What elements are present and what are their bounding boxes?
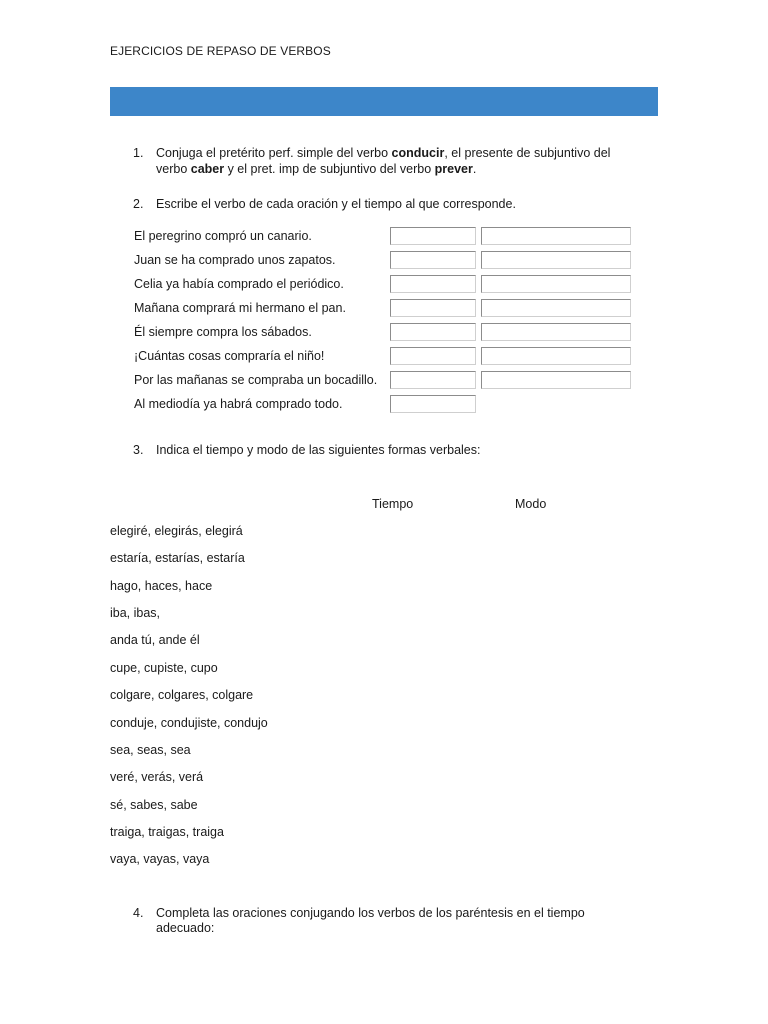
verb-form-item: conduje, condujiste, condujo bbox=[110, 716, 268, 730]
verb-answer-input[interactable] bbox=[390, 371, 476, 389]
question-1 bbox=[133, 145, 643, 177]
document-title: EJERCICIOS DE REPASO DE VERBOS bbox=[110, 44, 331, 58]
verb-form-item: colgare, colgares, colgare bbox=[110, 688, 254, 702]
verb-answer-input[interactable] bbox=[390, 227, 476, 245]
tense-answer-input[interactable] bbox=[481, 323, 631, 341]
verb-form-item: cupe, cupiste, cupo bbox=[110, 661, 218, 675]
question-1-text-part: , el presente de subjuntivo del verbo bbox=[156, 146, 611, 176]
verb-form-item: estaría, estarías, estaría bbox=[110, 551, 245, 565]
tense-answer-input[interactable] bbox=[481, 251, 631, 269]
column-header-tiempo: Tiempo bbox=[372, 497, 414, 511]
sentence-row: Celia ya había comprado el periódico. bbox=[134, 277, 344, 291]
tense-answer-input[interactable] bbox=[481, 371, 631, 389]
sentence-row: Él siempre compra los sábados. bbox=[134, 325, 312, 339]
question-2-text: Escribe el verbo de cada oración y el tiempo al que corresponde. bbox=[156, 197, 516, 211]
question-1-text-part: y el pret. imp de subjuntivo del verbo bbox=[224, 162, 435, 176]
verb-answer-input[interactable] bbox=[390, 347, 476, 365]
verb-form-item: iba, ibas, bbox=[110, 606, 161, 620]
question-1-text bbox=[156, 145, 636, 177]
verb-form-item: hago, haces, hace bbox=[110, 579, 213, 593]
tense-answer-input[interactable] bbox=[481, 347, 631, 365]
verb-answer-input[interactable] bbox=[390, 323, 476, 341]
question-1-text-part: . bbox=[472, 162, 477, 176]
verb-answer-input[interactable] bbox=[390, 299, 476, 317]
sentence-row: Al mediodía ya habrá comprado todo. bbox=[134, 397, 343, 411]
verb-caber: caber bbox=[190, 162, 225, 176]
question-2-number: 2. bbox=[133, 197, 144, 211]
question-1-number: 1. bbox=[133, 146, 144, 160]
verb-answer-input[interactable] bbox=[390, 251, 476, 269]
tense-answer-input[interactable] bbox=[481, 299, 631, 317]
question-3-text: Indica el tiempo y modo de las siguientes formas verbales: bbox=[156, 443, 481, 457]
verb-form-item: traiga, traigas, traiga bbox=[110, 825, 224, 839]
question-3-number: 3. bbox=[133, 443, 144, 457]
verb-answer-input[interactable] bbox=[390, 275, 476, 293]
verb-form-item: sé, sabes, sabe bbox=[110, 798, 198, 812]
question-4-number: 4. bbox=[133, 906, 144, 920]
question-4 bbox=[133, 906, 643, 938]
sentence-row: Por las mañanas se compraba un bocadillo. bbox=[134, 373, 378, 387]
sentence-row: El peregrino compró un canario. bbox=[134, 229, 312, 243]
sentence-row: Juan se ha comprado unos zapatos. bbox=[134, 253, 336, 267]
verb-conducir: conducir bbox=[391, 146, 445, 160]
header-bar bbox=[110, 87, 658, 116]
tense-answer-input[interactable] bbox=[481, 227, 631, 245]
verb-answer-input[interactable] bbox=[390, 395, 476, 413]
sentence-row: Mañana comprará mi hermano el pan. bbox=[134, 301, 346, 315]
tense-answer-input[interactable] bbox=[481, 275, 631, 293]
question-4-text: Completa las oraciones conjugando los verbos de los paréntesis en el tiempo adecuado: bbox=[156, 906, 585, 935]
verb-form-item: sea, seas, sea bbox=[110, 743, 191, 757]
verb-form-item: anda tú, ande él bbox=[110, 633, 200, 647]
column-header-modo: Modo bbox=[515, 497, 547, 511]
question-2 bbox=[133, 196, 643, 212]
question-3 bbox=[133, 442, 643, 458]
verb-form-item: veré, verás, verá bbox=[110, 770, 204, 784]
verb-form-item: vaya, vayas, vaya bbox=[110, 852, 210, 866]
question-1-text-part: Conjuga el pretérito perf. simple del verbo bbox=[156, 146, 392, 160]
verb-form-item: elegiré, elegirás, elegirá bbox=[110, 524, 243, 538]
sentence-row: ¡Cuántas cosas compraría el niño! bbox=[134, 349, 325, 363]
verb-prever: prever bbox=[434, 162, 473, 176]
